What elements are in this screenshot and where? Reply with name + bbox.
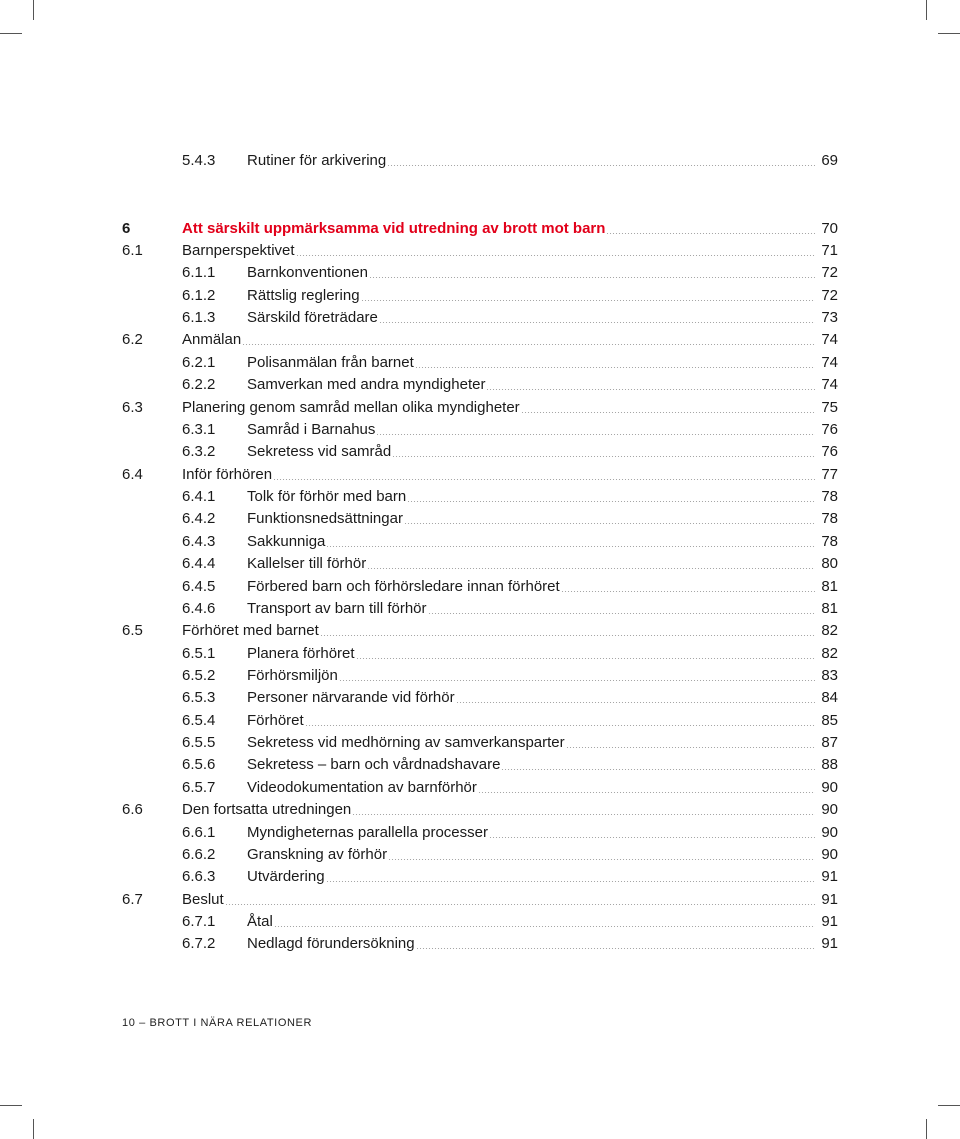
toc-entry[interactable] [0,464,960,486]
toc-title: Granskning av förhör [247,846,388,863]
dot-leader [352,814,815,815]
toc-page: 84 [821,689,838,706]
dot-leader [273,479,815,480]
toc-entry[interactable] [0,687,960,709]
toc-number: 6.5 [122,622,143,639]
toc-number: 6.4.5 [182,578,216,595]
dot-leader [326,546,815,547]
toc-entry[interactable] [0,352,960,374]
toc-entry[interactable] [0,150,960,172]
crop-mark [33,1119,34,1139]
dot-leader [376,434,815,435]
toc-number: 6.6.3 [182,868,216,885]
toc-page: 71 [821,242,838,259]
toc-title: Sekretess – barn och vårdnadshavare [247,756,501,773]
toc-number: 6.5.3 [182,689,216,706]
toc-number: 6.6.1 [182,824,216,841]
toc-title: Utvärdering [247,868,325,885]
dot-leader [489,837,815,838]
toc-number: 6.6.2 [182,846,216,863]
toc-number: 6.7.1 [182,913,216,930]
toc-page: 74 [821,354,838,371]
toc-number: 6.5.1 [182,645,216,662]
toc-title: Sekretess vid samråd [247,443,392,460]
dot-leader [379,322,815,323]
toc-page: 91 [821,868,838,885]
toc-number: 6 [122,220,131,237]
toc-page: 78 [821,533,838,550]
toc-page: 78 [821,510,838,527]
toc-title: Tolk för förhör med barn [247,488,407,505]
toc-title: Rutiner för arkivering [247,152,387,169]
toc-entry[interactable] [0,576,960,598]
toc-title: Särskild företrädare [247,309,378,326]
dot-leader [404,523,815,524]
toc-number: 6.1.3 [182,309,216,326]
toc-title: Beslut [182,891,224,908]
toc-number: 6.3.1 [182,421,216,438]
toc-title: Kallelser till förhör [247,555,367,572]
toc-page: 76 [821,443,838,460]
toc-entry[interactable] [0,777,960,799]
toc-entry[interactable] [0,374,960,396]
toc-page: 77 [821,466,838,483]
toc-number: 6.1 [122,242,143,259]
toc-entry[interactable] [0,844,960,866]
toc-title: Transport av barn till förhör [247,600,427,617]
toc-title: Förhöret [247,712,304,729]
toc-title: Samråd i Barnahus [247,421,376,438]
toc-entry[interactable] [0,329,960,351]
toc-title: Nedlagd förundersökning [247,935,415,952]
toc-title: Att särskilt uppmärksamma vid utredning av brott mot barn [182,220,606,237]
dot-leader [566,747,815,748]
toc-page: 78 [821,488,838,505]
dot-leader [388,859,815,860]
toc-number: 5.4.3 [182,152,216,169]
toc-number: 6.5.5 [182,734,216,751]
dot-leader [606,233,815,234]
toc-page: 73 [821,309,838,326]
dot-leader [326,881,815,882]
toc-title: Barnperspektivet [182,242,295,259]
toc-number: 6.4 [122,466,143,483]
toc-number: 6.1.2 [182,287,216,304]
toc-title: Sakkunniga [247,533,326,550]
toc-entry[interactable] [0,397,960,419]
toc-page: 72 [821,264,838,281]
toc-title: Samverkan med andra myndigheter [247,376,486,393]
toc-page: 90 [821,779,838,796]
dot-leader [486,389,815,390]
toc-entry[interactable] [0,643,960,665]
dot-leader [456,702,815,703]
toc-number: 6.4.6 [182,600,216,617]
toc-page: 90 [821,801,838,818]
toc-title: Den fortsatta utredningen [182,801,352,818]
toc-page: 91 [821,935,838,952]
crop-mark [926,0,927,20]
toc-entry[interactable] [0,822,960,844]
dot-leader [415,367,815,368]
dot-leader [296,255,815,256]
dot-leader [361,300,815,301]
toc-page: 80 [821,555,838,572]
dot-leader [367,568,815,569]
toc-entry[interactable] [0,307,960,329]
page-footer: 10 – BROTT I NÄRA RELATIONER [122,1017,312,1029]
toc-number: 6.4.3 [182,533,216,550]
toc-number: 6.7 [122,891,143,908]
toc-page: 83 [821,667,838,684]
crop-mark [926,1119,927,1139]
toc-number: 6.1.1 [182,264,216,281]
toc-title: Åtal [247,913,273,930]
toc-number: 6.5.7 [182,779,216,796]
dot-leader [478,792,815,793]
toc-number: 6.4.2 [182,510,216,527]
toc-number: 6.7.2 [182,935,216,952]
dot-leader [242,344,815,345]
toc-chapter[interactable] [0,218,960,240]
dot-leader [561,591,815,592]
toc-title: Sekretess vid medhörning av samverkansparter [247,734,565,751]
toc-page: 85 [821,712,838,729]
toc-entry[interactable] [0,508,960,530]
dot-leader [501,769,815,770]
toc-entry[interactable] [0,866,960,888]
toc-page: 90 [821,824,838,841]
toc-number: 6.4.1 [182,488,216,505]
crop-mark [33,0,34,20]
toc-page: 70 [821,220,838,237]
toc-title: Förhörsmiljön [247,667,338,684]
toc-number: 6.3 [122,399,143,416]
toc-page: 82 [821,645,838,662]
toc-number: 6.5.6 [182,756,216,773]
crop-mark [938,1105,960,1106]
toc-entry[interactable] [0,799,960,821]
toc-page: 91 [821,913,838,930]
toc-title: Inför förhören [182,466,273,483]
toc-title: Funktionsnedsättningar [247,510,403,527]
toc-entry[interactable] [0,665,960,687]
toc-page: 90 [821,846,838,863]
dot-leader [339,680,815,681]
dot-leader [225,904,815,905]
dot-leader [320,635,815,636]
dot-leader [521,412,815,413]
dot-leader [274,926,815,927]
toc-title: Planera förhöret [247,645,355,662]
toc-number: 6.6 [122,801,143,818]
toc-page: 74 [821,331,838,348]
toc-title: Förhöret med barnet [182,622,319,639]
toc-title: Förbered barn och förhörsledare innan förhöret [247,578,560,595]
dot-leader [369,277,815,278]
toc-entry[interactable] [0,285,960,307]
toc-entry[interactable] [0,419,960,441]
crop-mark [938,33,960,34]
toc-page: 74 [821,376,838,393]
dot-leader [428,613,815,614]
toc-entry[interactable] [0,933,960,955]
toc-entry[interactable] [0,531,960,553]
toc-title: Planering genom samråd mellan olika myndigheter [182,399,520,416]
toc-entry[interactable] [0,441,960,463]
dot-leader [407,501,815,502]
toc-entry[interactable] [0,889,960,911]
toc-title: Anmälan [182,331,242,348]
toc-number: 6.5.2 [182,667,216,684]
toc-page: 88 [821,756,838,773]
toc-title: Videodokumentation av barnförhör [247,779,477,796]
toc-number: 6.2.1 [182,354,216,371]
toc-entry[interactable] [0,620,960,642]
toc-page: 75 [821,399,838,416]
toc-entry[interactable] [0,553,960,575]
toc-number: 6.3.2 [182,443,216,460]
toc-page: 91 [821,891,838,908]
toc-entry[interactable] [0,240,960,262]
toc-page: 82 [821,622,838,639]
toc-page: 69 [821,152,838,169]
toc-title: Polisanmälan från barnet [247,354,414,371]
toc-number: 6.4.4 [182,555,216,572]
toc-entry[interactable] [0,486,960,508]
toc-page: 87 [821,734,838,751]
dot-leader [305,725,815,726]
dot-leader [356,658,815,659]
toc-entry[interactable] [0,911,960,933]
toc-entry[interactable] [0,754,960,776]
toc-number: 6.5.4 [182,712,216,729]
toc-entry[interactable] [0,710,960,732]
dot-leader [392,456,815,457]
crop-mark [0,33,22,34]
dot-leader [387,165,815,166]
toc-page: 81 [821,600,838,617]
crop-mark [0,1105,22,1106]
toc-title: Myndigheternas parallella processer [247,824,488,841]
toc-entry[interactable] [0,598,960,620]
toc-entry[interactable] [0,732,960,754]
dot-leader [416,948,815,949]
toc-entry[interactable] [0,262,960,284]
toc-number: 6.2 [122,331,143,348]
toc-number: 6.2.2 [182,376,216,393]
toc-title: Barnkonventionen [247,264,368,281]
toc-title: Rättslig reglering [247,287,360,304]
toc-title: Personer närvarande vid förhör [247,689,455,706]
toc-page: 72 [821,287,838,304]
toc-page: 76 [821,421,838,438]
toc-page: 81 [821,578,838,595]
